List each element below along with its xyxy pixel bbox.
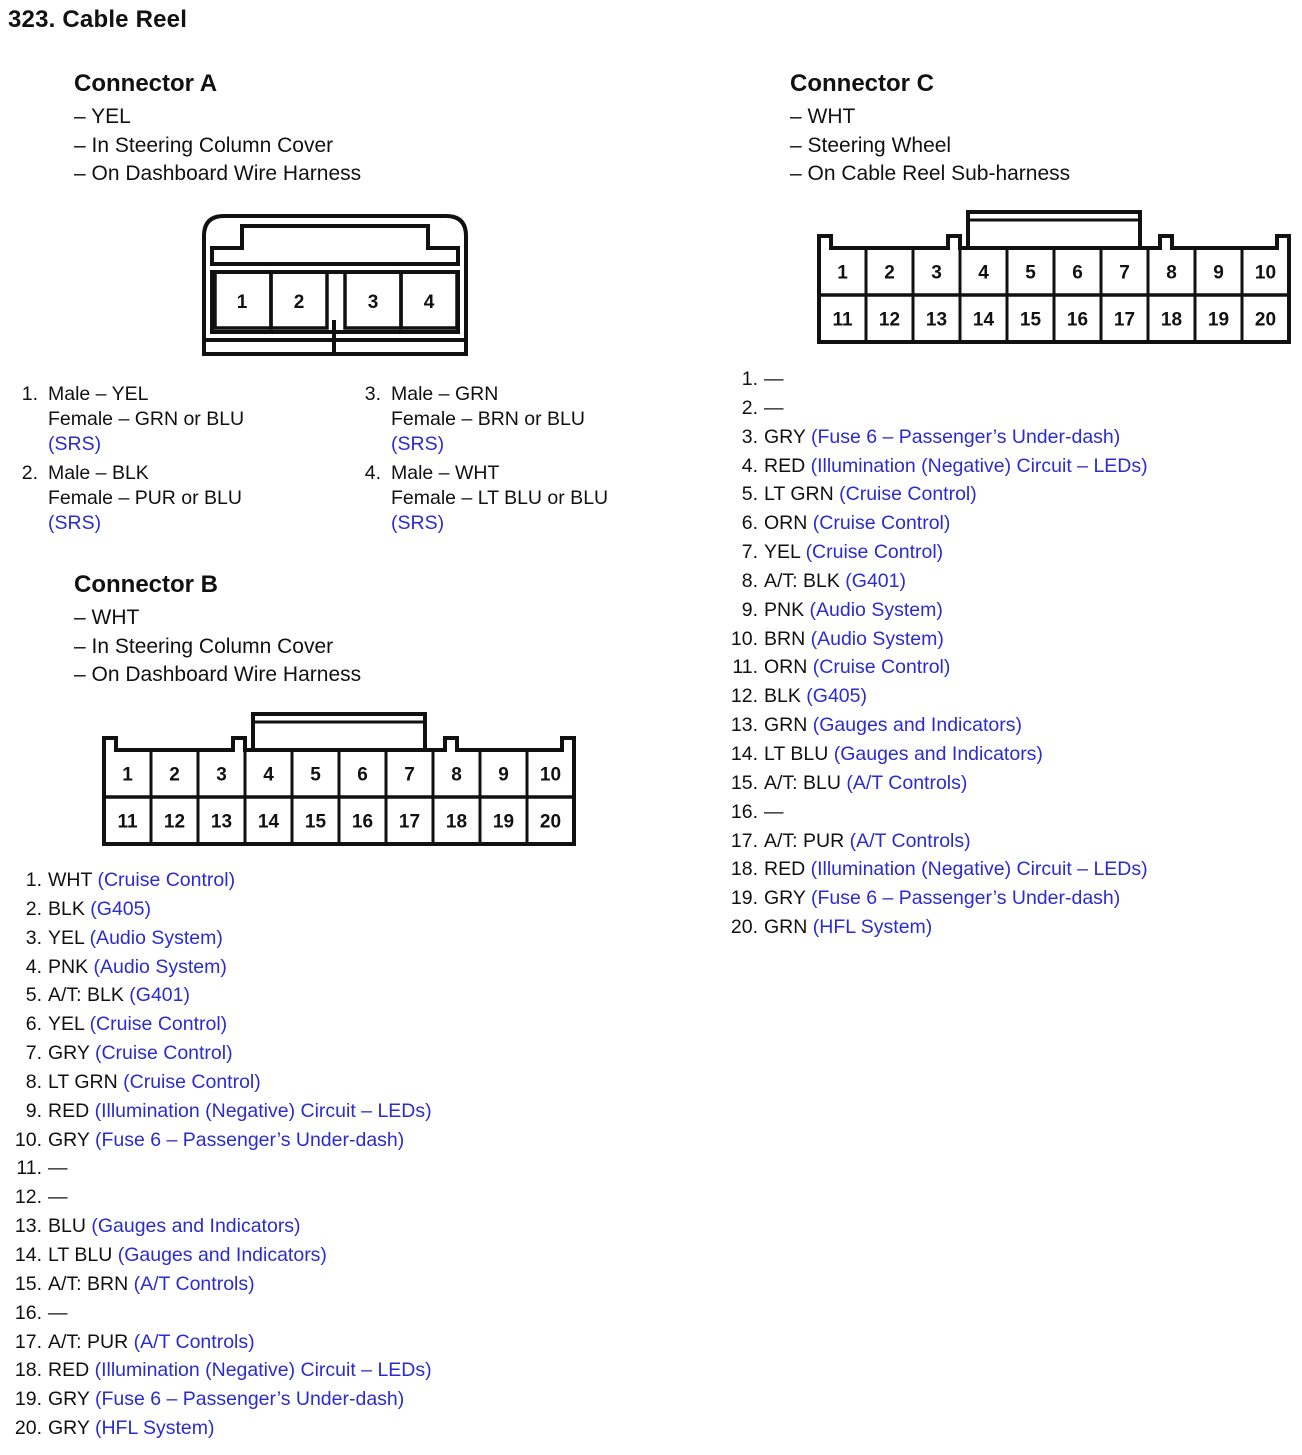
pin-number: 7. bbox=[741, 541, 758, 564]
pin-number: 6. bbox=[741, 512, 758, 535]
connector-a-color-note: – YEL bbox=[74, 105, 131, 128]
pin-wire-color: A/T: BLK bbox=[764, 569, 840, 592]
pin-number: 20. bbox=[14, 1417, 42, 1440]
pin-male-wire: Male – BLK bbox=[48, 462, 149, 484]
pin-number: 6. bbox=[25, 1013, 42, 1036]
pin-wire-color: LT BLU bbox=[764, 742, 829, 765]
pin-circuit-link[interactable]: (Fuse 6 – Passenger’s Under-dash) bbox=[94, 1388, 405, 1411]
pin-circuit-link[interactable]: (G401) bbox=[845, 569, 906, 592]
pin-wire-color: PNK bbox=[764, 598, 805, 621]
list-item bbox=[10, 981, 432, 1010]
pin-circuit-link[interactable]: (Audio System) bbox=[809, 598, 943, 621]
pin-female-wire: Female – PUR or BLU bbox=[48, 487, 242, 509]
list-item bbox=[10, 1328, 432, 1357]
pin-wire-color: YEL bbox=[48, 1013, 85, 1036]
pin-circuit-link[interactable]: (Fuse 6 – Passenger’s Under-dash) bbox=[810, 887, 1121, 910]
pin-wire-color: A/T: BRN bbox=[48, 1272, 129, 1295]
list-item bbox=[10, 1126, 432, 1155]
connector-a-diagram bbox=[200, 212, 470, 362]
connector-c-pin-list bbox=[726, 365, 1148, 942]
connector-c-pin-label: 20 bbox=[1254, 309, 1277, 331]
connector-b-diagram bbox=[98, 710, 578, 850]
pin-number: 20. bbox=[730, 916, 758, 939]
connector-b-pin-label: 10 bbox=[539, 764, 562, 786]
pin-circuit-link[interactable]: (Cruise Control) bbox=[812, 512, 951, 535]
pin-circuit-link[interactable]: (SRS) bbox=[48, 433, 102, 455]
pin-wire-color: A/T: PUR bbox=[764, 829, 845, 852]
pin-circuit-link[interactable]: (Cruise Control) bbox=[123, 1070, 261, 1093]
list-item bbox=[726, 653, 1148, 682]
pin-number: 2. bbox=[741, 396, 758, 419]
pin-number: 1. bbox=[21, 383, 38, 405]
connector-a-latch bbox=[212, 226, 458, 264]
list-item bbox=[726, 682, 1148, 711]
pin-wire-color: GRY bbox=[48, 1128, 90, 1151]
connector-a-title: Connector A bbox=[74, 70, 218, 97]
connector-c-pin-label: 17 bbox=[1113, 309, 1136, 331]
pin-wire-color: — bbox=[48, 1186, 68, 1209]
pin-wire-color: YEL bbox=[48, 926, 85, 949]
pin-number: 15. bbox=[14, 1272, 42, 1295]
list-item bbox=[10, 1068, 432, 1097]
connector-a-location-note: – In Steering Column Cover bbox=[74, 133, 334, 157]
pin-circuit-link[interactable]: (HFL System) bbox=[94, 1417, 215, 1440]
pin-wire-color: — bbox=[764, 800, 784, 823]
connector-b-pin-label: 2 bbox=[169, 764, 180, 786]
pin-circuit-link[interactable]: (Gauges and Indicators) bbox=[117, 1243, 327, 1266]
pin-circuit-link[interactable]: (Gauges and Indicators) bbox=[812, 714, 1022, 737]
connector-b-pin-label: 8 bbox=[451, 764, 462, 786]
list-item bbox=[10, 1356, 432, 1385]
pin-circuit-link[interactable]: (A/T Controls) bbox=[846, 771, 968, 794]
connector-c-title: Connector C bbox=[790, 70, 934, 97]
pin-wire-color: — bbox=[764, 368, 784, 390]
pin-wire-color: LT GRN bbox=[48, 1070, 118, 1093]
pin-wire-color: BLK bbox=[764, 685, 801, 708]
pin-number: 17. bbox=[730, 829, 758, 852]
pin-wire-color: A/T: BLK bbox=[48, 984, 124, 1007]
list-item bbox=[726, 423, 1148, 452]
connector-c-pin-label: 7 bbox=[1119, 262, 1130, 284]
list-item bbox=[726, 798, 1148, 827]
pin-number: 18. bbox=[14, 1359, 42, 1382]
list-item bbox=[726, 538, 1148, 567]
connector-b-pin-label: 7 bbox=[404, 764, 415, 786]
connector-c-color-note: – WHT bbox=[790, 105, 856, 128]
list-item bbox=[10, 953, 432, 982]
pin-wire-color: A/T: PUR bbox=[48, 1330, 129, 1353]
connector-b-title: Connector B bbox=[74, 571, 218, 598]
connector-a-harness-note: – On Dashboard Wire Harness bbox=[74, 162, 362, 185]
list-item bbox=[10, 1010, 432, 1039]
pin-female-wire: Female – LT BLU or BLU bbox=[391, 487, 609, 509]
pin-male-wire: Male – WHT bbox=[391, 462, 500, 484]
pin-wire-color: — bbox=[48, 1301, 68, 1324]
pin-wire-color: — bbox=[48, 1157, 68, 1180]
pin-wire-color: BLK bbox=[48, 897, 85, 920]
connector-b-harness-note: – On Dashboard Wire Harness bbox=[74, 663, 362, 686]
pin-number: 19. bbox=[14, 1388, 42, 1411]
pin-number: 3. bbox=[364, 383, 381, 405]
pin-circuit-link[interactable]: (HFL System) bbox=[812, 916, 933, 939]
connector-b-pin-list bbox=[10, 866, 432, 1443]
pin-wire-color: PNK bbox=[48, 955, 89, 978]
pin-circuit-link[interactable]: (A/T Controls) bbox=[849, 829, 971, 852]
list-item bbox=[726, 711, 1148, 740]
connector-b-location-note: – In Steering Column Cover bbox=[74, 634, 334, 658]
pin-number: 10. bbox=[730, 627, 758, 650]
connector-c-pin-label: 16 bbox=[1066, 309, 1089, 331]
list-item bbox=[20, 461, 244, 536]
list-item bbox=[726, 625, 1148, 654]
connector-c-pin-label: 2 bbox=[884, 262, 895, 284]
connector-b-pin-label: 13 bbox=[210, 811, 233, 833]
list-item bbox=[726, 855, 1148, 884]
pin-circuit-link[interactable]: (Audio System) bbox=[89, 926, 223, 949]
list-item bbox=[10, 895, 432, 924]
pin-number: 19. bbox=[730, 887, 758, 910]
pin-wire-color: RED bbox=[764, 858, 806, 881]
pin-number: 3. bbox=[25, 926, 42, 949]
pin-wire-color: GRY bbox=[764, 887, 806, 910]
connector-a-pin-label: 2 bbox=[293, 292, 305, 313]
pin-wire-color: A/T: BLU bbox=[764, 771, 841, 794]
pin-wire-color: LT GRN bbox=[764, 483, 834, 506]
pin-circuit-link[interactable]: (G401) bbox=[129, 984, 190, 1007]
pin-circuit-link[interactable]: (A/T Controls) bbox=[133, 1272, 255, 1295]
pin-number: 14. bbox=[14, 1243, 42, 1266]
pin-number: 4. bbox=[25, 955, 42, 978]
pin-male-wire: Male – YEL bbox=[48, 383, 149, 405]
pin-number: 8. bbox=[25, 1070, 42, 1093]
list-item bbox=[726, 394, 1148, 423]
pin-circuit-link[interactable]: (Fuse 6 – Passenger’s Under-dash) bbox=[94, 1128, 405, 1151]
connector-c-pin-label: 3 bbox=[931, 262, 942, 284]
list-item bbox=[10, 1414, 432, 1443]
connector-b-pin-label: 14 bbox=[257, 811, 280, 833]
connector-b-pin-label: 9 bbox=[498, 764, 509, 786]
list-item bbox=[10, 1241, 432, 1270]
connector-c-pin-label: 8 bbox=[1166, 262, 1177, 284]
list-item bbox=[726, 769, 1148, 798]
connector-c-pin-label: 9 bbox=[1213, 262, 1224, 284]
connector-c-harness-note: – On Cable Reel Sub-harness bbox=[790, 162, 1071, 185]
connector-a-pin-label: 3 bbox=[367, 292, 379, 313]
pin-circuit-link[interactable]: (Illumination (Negative) Circuit – LEDs) bbox=[94, 1359, 432, 1382]
pin-number: 13. bbox=[730, 714, 758, 737]
connector-c-pin-label: 14 bbox=[972, 309, 995, 331]
pin-circuit-link[interactable]: (Illumination (Negative) Circuit – LEDs) bbox=[810, 454, 1148, 477]
pin-number: 5. bbox=[25, 984, 42, 1007]
pin-number: 9. bbox=[741, 598, 758, 621]
connector-c-diagram bbox=[813, 208, 1293, 348]
connector-b-pin-label: 1 bbox=[122, 764, 133, 786]
pin-circuit-link[interactable]: (Illumination (Negative) Circuit – LEDs) bbox=[810, 858, 1148, 881]
connector-a-pin-label: 1 bbox=[236, 292, 248, 313]
pin-wire-color: ORN bbox=[764, 512, 808, 535]
connector-b-color-note: – WHT bbox=[74, 606, 140, 629]
pin-wire-color: GRY bbox=[48, 1042, 90, 1065]
pin-wire-color: RED bbox=[48, 1099, 90, 1122]
list-item bbox=[726, 365, 1148, 394]
pin-circuit-link[interactable]: (SRS) bbox=[48, 512, 102, 534]
pin-number: 1. bbox=[741, 368, 758, 390]
page-title: 323. Cable Reel bbox=[8, 6, 188, 33]
pin-circuit-link[interactable]: (G405) bbox=[806, 685, 867, 708]
list-item bbox=[726, 567, 1148, 596]
pin-circuit-link[interactable]: (Cruise Control) bbox=[805, 541, 944, 564]
connector-c-pin-label: 19 bbox=[1207, 309, 1230, 331]
list-item bbox=[10, 1097, 432, 1126]
connector-b-pin-label: 4 bbox=[263, 764, 274, 786]
pin-circuit-link[interactable]: (Illumination (Negative) Circuit – LEDs) bbox=[94, 1099, 432, 1122]
list-item bbox=[726, 509, 1148, 538]
pin-circuit-link[interactable]: (Audio System) bbox=[810, 627, 944, 650]
connector-c-pin-label: 1 bbox=[837, 262, 848, 284]
pin-number: 9. bbox=[25, 1099, 42, 1122]
connector-c-pin-label: 15 bbox=[1019, 309, 1042, 331]
pin-wire-color: GRN bbox=[764, 916, 808, 939]
connector-c-pin-label: 11 bbox=[832, 309, 853, 331]
pin-number: 12. bbox=[14, 1186, 42, 1209]
connector-b-pin-label: 6 bbox=[357, 764, 368, 786]
connector-c-location-note: – Steering Wheel bbox=[790, 133, 952, 157]
list-item bbox=[10, 1270, 432, 1299]
connector-b-pin-label: 11 bbox=[117, 811, 138, 833]
pin-wire-color: GRN bbox=[764, 714, 808, 737]
pin-number: 18. bbox=[730, 858, 758, 881]
list-item bbox=[10, 1299, 432, 1328]
connector-b-pin-label: 5 bbox=[310, 764, 321, 786]
pin-number: 5. bbox=[741, 483, 758, 506]
list-item bbox=[10, 1385, 432, 1414]
pin-female-wire: Female – BRN or BLU bbox=[391, 408, 585, 430]
pin-number: 2. bbox=[25, 897, 42, 920]
pin-circuit-link[interactable]: (Cruise Control) bbox=[839, 483, 977, 506]
connector-c-pin-label: 13 bbox=[925, 309, 948, 331]
connector-c-pin-label: 4 bbox=[978, 262, 989, 284]
connector-c-pin-label: 18 bbox=[1160, 309, 1183, 331]
pin-circuit-link[interactable]: (SRS) bbox=[391, 512, 445, 534]
pin-number: 15. bbox=[730, 771, 758, 794]
connector-a-pins-left bbox=[20, 382, 244, 536]
connector-b-pin-label: 18 bbox=[445, 811, 468, 833]
connector-b-pin-label: 20 bbox=[539, 811, 562, 833]
pin-circuit-link[interactable]: (SRS) bbox=[391, 433, 445, 455]
connector-b-notes bbox=[74, 604, 361, 690]
list-item bbox=[10, 1183, 432, 1212]
pin-wire-color: GRY bbox=[48, 1388, 90, 1411]
connector-a-pin-label: 4 bbox=[423, 292, 435, 313]
list-item bbox=[10, 1154, 432, 1183]
list-item bbox=[726, 596, 1148, 625]
pin-wire-color: LT BLU bbox=[48, 1243, 113, 1266]
list-item bbox=[10, 1039, 432, 1068]
pin-number: 4. bbox=[741, 454, 758, 477]
pin-wire-color: RED bbox=[48, 1359, 90, 1382]
pin-wire-color: GRY bbox=[48, 1417, 90, 1440]
connector-b-pin-label: 3 bbox=[216, 764, 227, 786]
list-item bbox=[726, 827, 1148, 856]
connector-c-pin-label: 12 bbox=[878, 309, 901, 331]
connector-c-notes bbox=[790, 103, 1070, 189]
pin-number: 2. bbox=[21, 462, 38, 484]
pin-number: 12. bbox=[730, 685, 758, 708]
pin-number: 3. bbox=[741, 425, 758, 448]
pin-circuit-link[interactable]: (Audio System) bbox=[93, 955, 227, 978]
pin-wire-color: BLU bbox=[48, 1215, 86, 1238]
pin-circuit-link[interactable]: (Cruise Control) bbox=[812, 656, 951, 679]
list-item bbox=[10, 866, 432, 895]
pin-number: 1. bbox=[25, 869, 42, 891]
pin-number: 16. bbox=[730, 800, 758, 823]
list-item bbox=[363, 461, 608, 536]
pin-number: 16. bbox=[14, 1301, 42, 1324]
connector-b-latch bbox=[253, 714, 425, 750]
pin-wire-color: YEL bbox=[764, 541, 801, 564]
connector-a-pins-right bbox=[363, 382, 608, 536]
pin-circuit-link[interactable]: (Cruise Control) bbox=[89, 1013, 228, 1036]
list-item bbox=[10, 924, 432, 953]
list-item bbox=[726, 913, 1148, 942]
pin-circuit-link[interactable]: (Fuse 6 – Passenger’s Under-dash) bbox=[810, 425, 1121, 448]
pin-wire-color: ORN bbox=[764, 656, 808, 679]
pin-wire-color: BRN bbox=[764, 627, 806, 650]
connector-c-latch bbox=[968, 212, 1140, 248]
connector-a-notes bbox=[74, 103, 361, 189]
pin-number: 11. bbox=[732, 656, 758, 679]
connector-b-pin-label: 15 bbox=[304, 811, 327, 833]
pin-number: 8. bbox=[741, 569, 758, 592]
pin-circuit-link[interactable]: (Gauges and Indicators) bbox=[91, 1215, 301, 1238]
pin-wire-color: WHT bbox=[48, 869, 93, 891]
connector-c-pin-label: 6 bbox=[1072, 262, 1083, 284]
connector-b-pin-label: 19 bbox=[492, 811, 515, 833]
connector-c-pin-label: 10 bbox=[1254, 262, 1277, 284]
pin-wire-color: — bbox=[764, 396, 784, 419]
pin-circuit-link[interactable]: (Gauges and Indicators) bbox=[833, 742, 1043, 765]
pin-number: 13. bbox=[14, 1215, 42, 1238]
pin-wire-color: RED bbox=[764, 454, 806, 477]
pin-number: 4. bbox=[364, 462, 381, 484]
pin-male-wire: Male – GRN bbox=[391, 383, 499, 405]
list-item bbox=[726, 884, 1148, 913]
list-item bbox=[10, 1212, 432, 1241]
pin-number: 17. bbox=[14, 1330, 42, 1353]
list-item bbox=[726, 452, 1148, 481]
pin-circuit-link[interactable]: (A/T Controls) bbox=[133, 1330, 255, 1353]
connector-b-pin-label: 17 bbox=[398, 811, 421, 833]
pin-number: 10. bbox=[14, 1128, 42, 1151]
pin-female-wire: Female – GRN or BLU bbox=[48, 408, 245, 430]
list-item bbox=[363, 382, 608, 457]
list-item bbox=[20, 382, 244, 457]
pin-circuit-link[interactable]: (Cruise Control) bbox=[94, 1042, 233, 1065]
list-item bbox=[726, 740, 1148, 769]
pin-number: 11. bbox=[16, 1157, 42, 1180]
pin-wire-color: GRY bbox=[764, 425, 806, 448]
connector-b-pin-label: 16 bbox=[351, 811, 374, 833]
connector-c-pin-label: 5 bbox=[1025, 262, 1036, 284]
pin-number: 14. bbox=[730, 742, 758, 765]
connector-b-pin-label: 12 bbox=[163, 811, 186, 833]
pin-circuit-link[interactable]: (G405) bbox=[90, 897, 151, 920]
list-item bbox=[726, 480, 1148, 509]
pin-circuit-link[interactable]: (Cruise Control) bbox=[97, 869, 236, 891]
pin-number: 7. bbox=[25, 1042, 42, 1065]
